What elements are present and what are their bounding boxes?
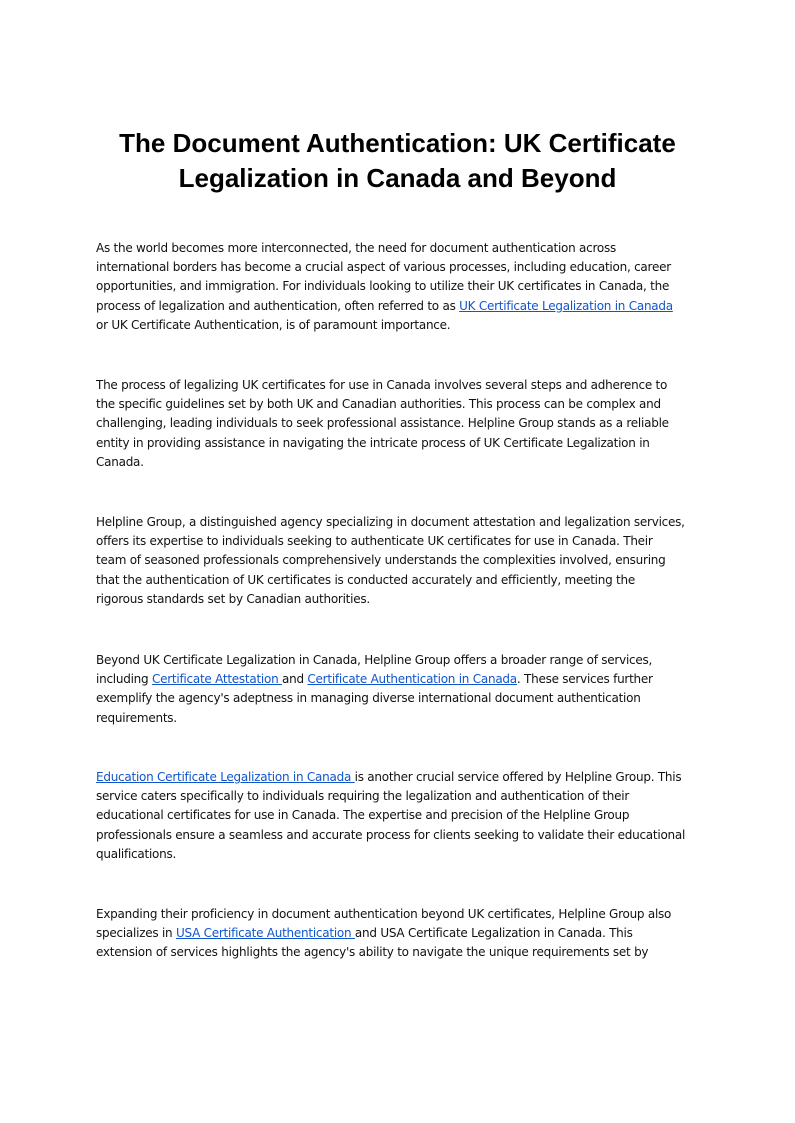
text-line	[96, 670, 708, 689]
paragraph-process	[96, 376, 708, 472]
text-line: team of seasoned professionals comprehensively understands the complexities involved, ensuring	[96, 553, 666, 568]
text-line: qualifications.	[96, 846, 177, 861]
text-line: or UK Certificate Authentication, is of paramount importance.	[96, 317, 451, 332]
text-line: The process of legalizing UK certificates for use in Canada involves several steps and adherence to	[96, 378, 668, 392]
text-segment: and	[282, 672, 308, 687]
text-line	[96, 768, 708, 787]
education-certificate-legalization-link[interactable]: Education Certificate Legalization in Canada	[96, 770, 355, 784]
text-segment: . These services further	[516, 672, 653, 687]
text-line	[96, 297, 708, 316]
certificate-authentication-link[interactable]: Certificate Authentication in Canada	[307, 672, 517, 687]
text-line: that the authentication of UK certificates is conducted accurately and efficiently, meeting the	[96, 572, 635, 587]
text-line	[96, 924, 708, 943]
title-line-2: Legalization in Canada and Beyond	[178, 163, 617, 193]
text-line: educational certificates for use in Canada. The expertise and precision of the Helpline Group	[96, 808, 630, 823]
text-line: professionals ensure a seamless and accurate process for clients seeking to validate their educational	[96, 827, 686, 842]
paragraph-helpline-group	[96, 513, 708, 609]
text-segment: and USA Certificate Legalization in Canada. This	[354, 926, 633, 941]
text-line: Canada.	[96, 454, 144, 469]
text-line: Helpline Group, a distinguished agency specializing in document attestation and legalization services,	[96, 515, 685, 529]
text-line: entity in providing assistance in navigating the intricate process of UK Certificate Legalization in	[96, 435, 650, 450]
text-line: challenging, leading individuals to seek professional assistance. Helpline Group stands as a reliable	[96, 416, 669, 431]
text-line: exemplify the agency's adeptness in managing diverse international document authentication	[96, 691, 641, 706]
title-line-1: The Document Authentication: UK Certificate	[119, 128, 676, 158]
text-line: Expanding their proficiency in document authentication beyond UK certificates, Helpline Group also	[96, 907, 672, 921]
text-segment: is another crucial service offered by Helpline Group. This	[354, 770, 682, 784]
text-line: requirements.	[96, 710, 177, 725]
text-line: service caters specifically to individuals requiring the legalization and authentication of their	[96, 789, 630, 804]
paragraph-services	[96, 651, 708, 728]
paragraph-education	[96, 768, 708, 864]
text-line: Beyond UK Certificate Legalization in Canada, Helpline Group offers a broader range of services,	[96, 653, 653, 667]
text-line: opportunities, and immigration. For individuals looking to utilize their UK certificates in Canada, the	[96, 279, 670, 294]
text-line: rigorous standards set by Canadian authorities.	[96, 591, 370, 606]
uk-certificate-legalization-link[interactable]: UK Certificate Legalization in Canada	[459, 298, 673, 313]
text-line: the specific guidelines set by both UK and Canadian authorities. This process can be complex and	[96, 397, 661, 412]
text-segment: specializes in	[96, 926, 176, 941]
certificate-attestation-link[interactable]: Certificate Attestation	[151, 672, 283, 687]
paragraph-intro	[96, 239, 708, 335]
text-line: offers its expertise to individuals seeking to authenticate UK certificates for use in Canada. Their	[96, 534, 653, 549]
text-line: international borders has become a crucial aspect of various processes, including education, career	[96, 260, 671, 275]
text-segment: including	[96, 672, 152, 687]
usa-certificate-authentication-link[interactable]: USA Certificate Authentication	[175, 926, 355, 941]
document-title	[60, 126, 735, 196]
paragraph-usa	[96, 905, 708, 963]
text-segment: process of legalization and authentication, often referred to as	[96, 298, 460, 313]
text-line: extension of services highlights the agency's ability to navigate the unique requirements set by	[96, 945, 649, 960]
text-line: As the world becomes more interconnected, the need for document authentication across	[96, 241, 617, 255]
